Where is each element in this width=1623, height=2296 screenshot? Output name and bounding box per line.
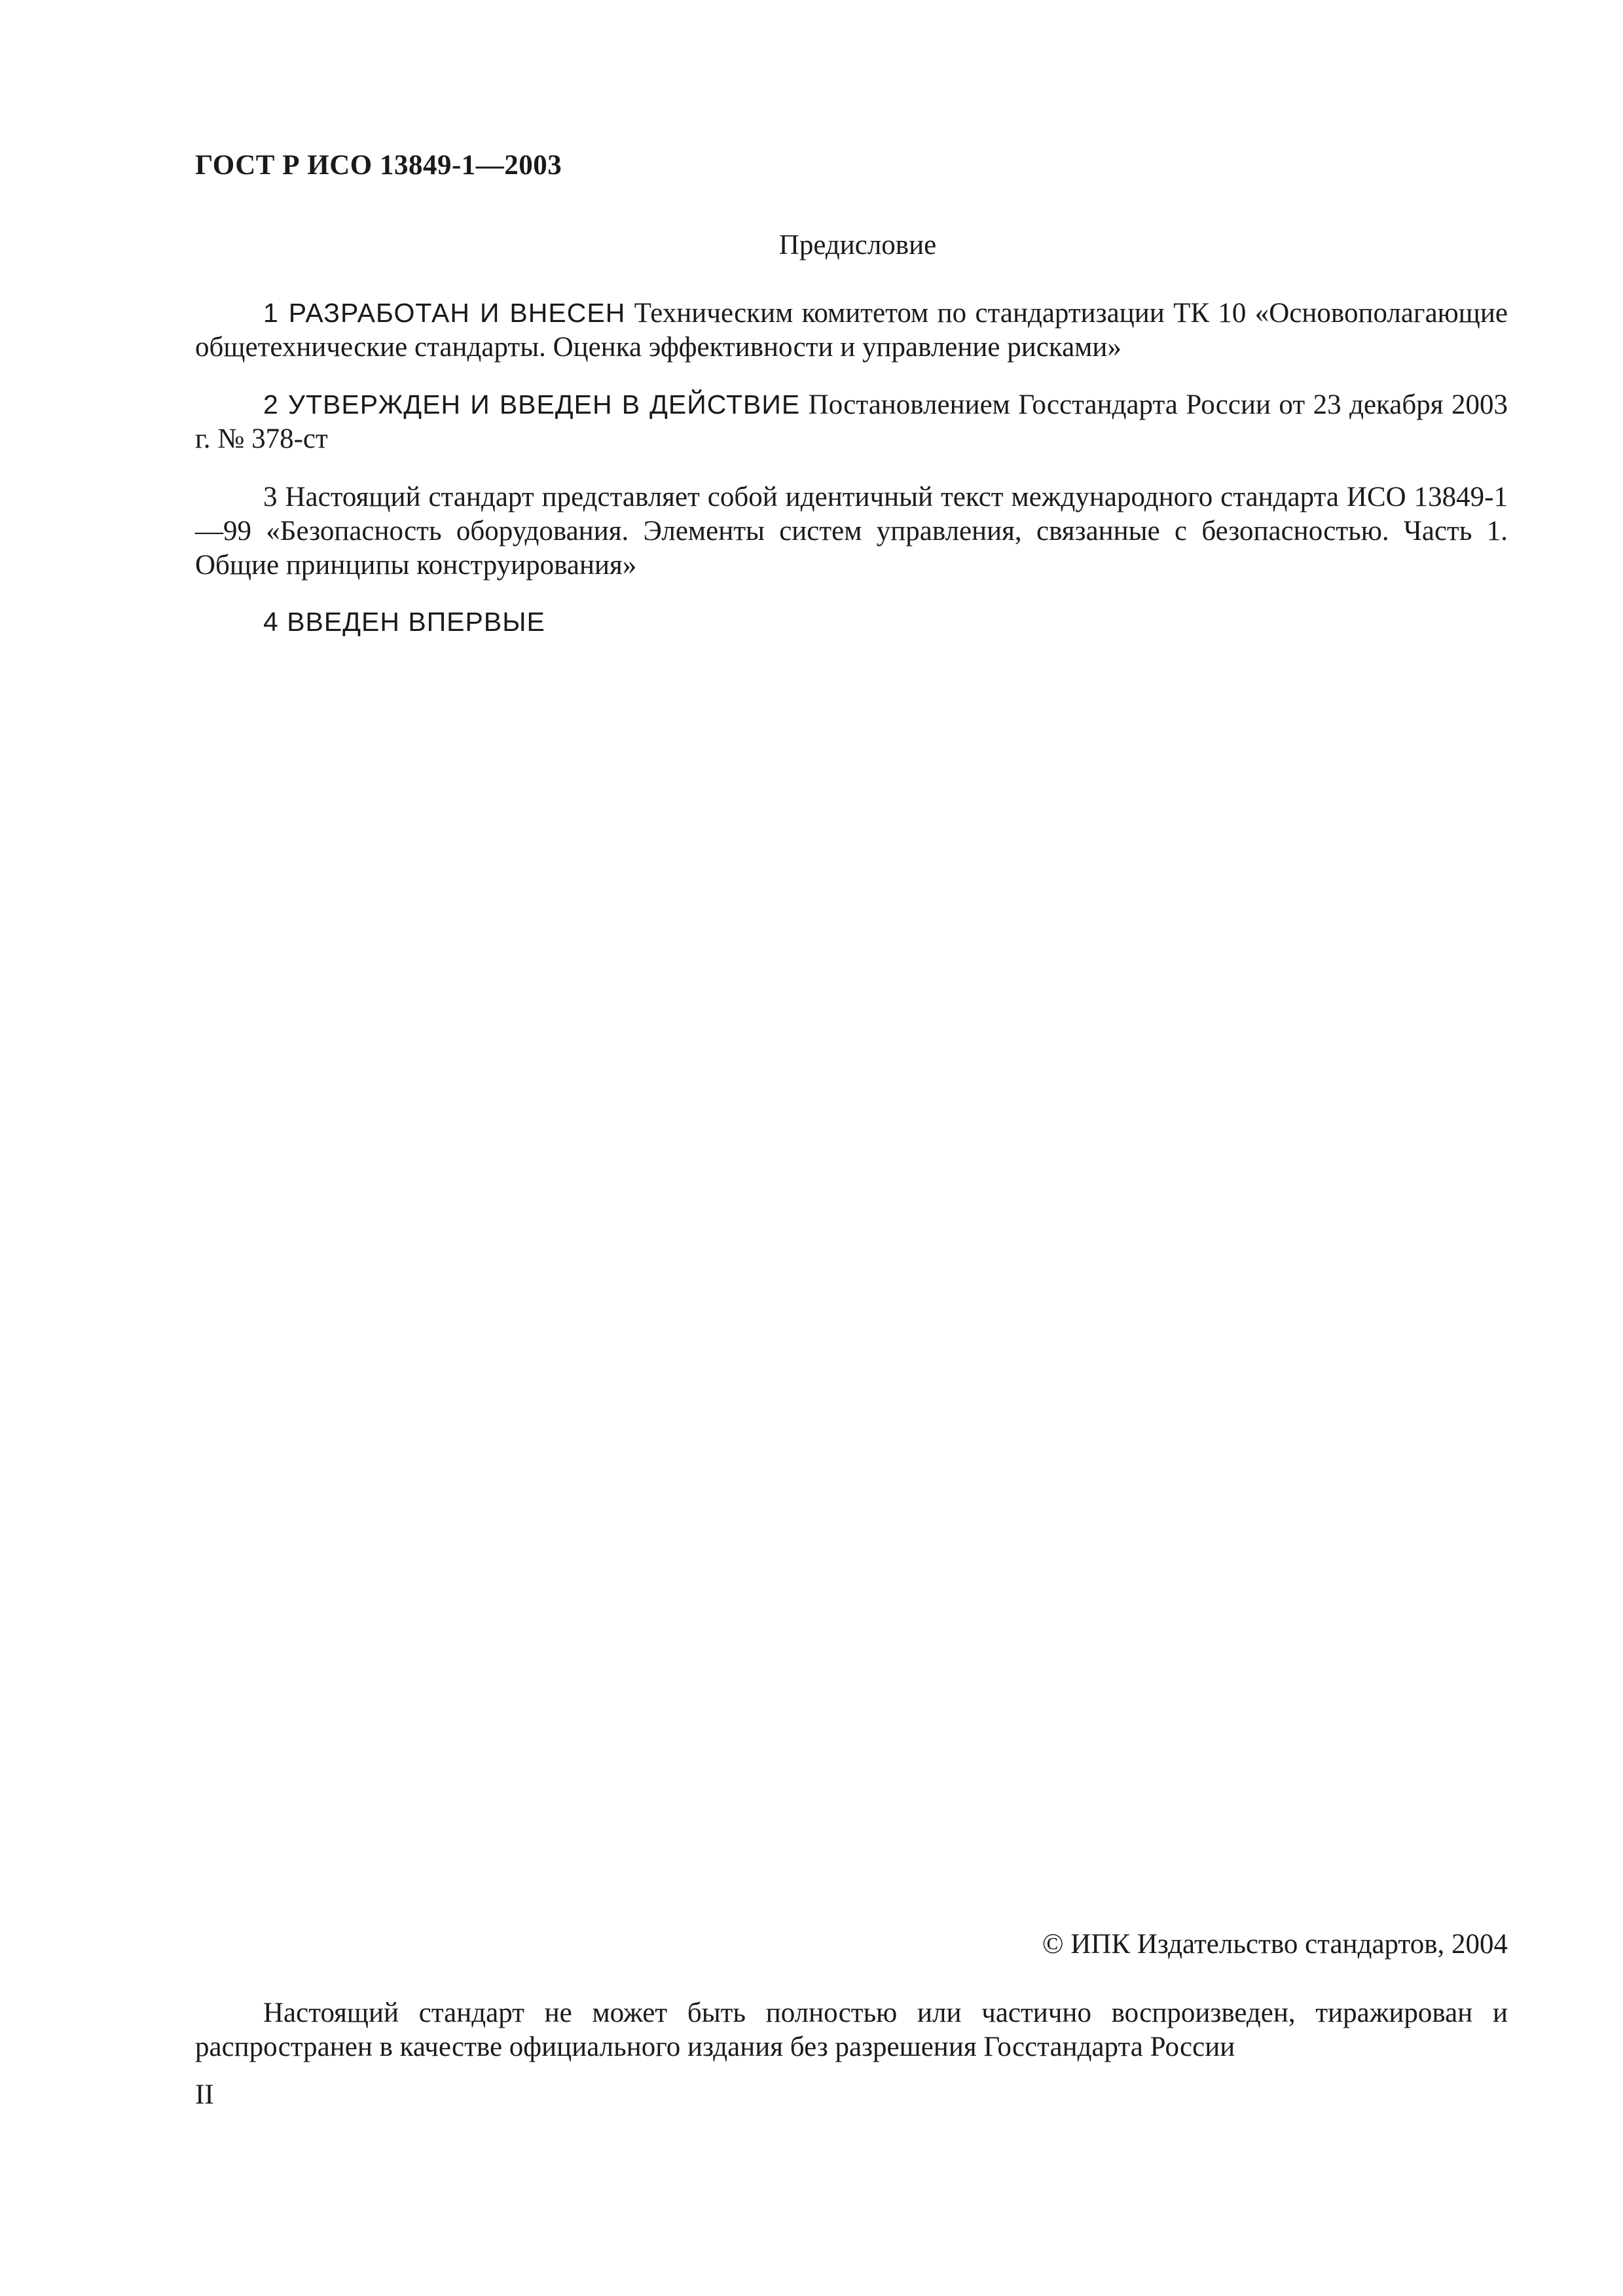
- foreword-item-1: [195, 296, 1508, 365]
- foreword-item-4: [195, 605, 1508, 639]
- foreword-item-2-lead: 2 УТВЕРЖДЕН И ВВЕДЕН В ДЕЙСТВИЕ: [263, 389, 801, 420]
- foreword-item-3: [195, 480, 1508, 583]
- foreword-item-2: [195, 387, 1508, 456]
- copyright-line: © ИПК Издательство стандартов, 2004: [1042, 1929, 1508, 1960]
- foreword-item-3-text: 3 Настоящий стандарт представляет собой идентичный текст международного стандарта ИСО 13849-1—99 «Безопасность оборудования. Элементы систем управления, связанные с безопасностью. Часть 1. Общие принципы конструирования»: [195, 482, 1508, 581]
- page-number: II: [195, 2079, 214, 2110]
- foreword-item-1-lead: 1 РАЗРАБОТАН И ВНЕСЕН: [263, 298, 626, 328]
- document-code: ГОСТ Р ИСО 13849-1—2003: [195, 150, 562, 181]
- reproduction-notice: Настоящий стандарт не может быть полностью или частично воспроизведен, тиражирован и распространен в качестве официального издания без разрешения Госстандарта России: [195, 1998, 1508, 2062]
- foreword-item-1-text: Техническим комитетом по стандартизации ТК 10 «Основополагающие общетехнические стандарты. Оценка эффективности и управление рисками»: [195, 298, 1508, 363]
- foreword-item-4-lead: 4 ВВЕДЕН ВПЕРВЫЕ: [263, 607, 545, 637]
- foreword-title: Предисловие: [778, 230, 937, 260]
- foreword-item-2-text: Постановлением Госстандарта России от 23 декабря 2003 г. № 378-ст: [195, 389, 1508, 454]
